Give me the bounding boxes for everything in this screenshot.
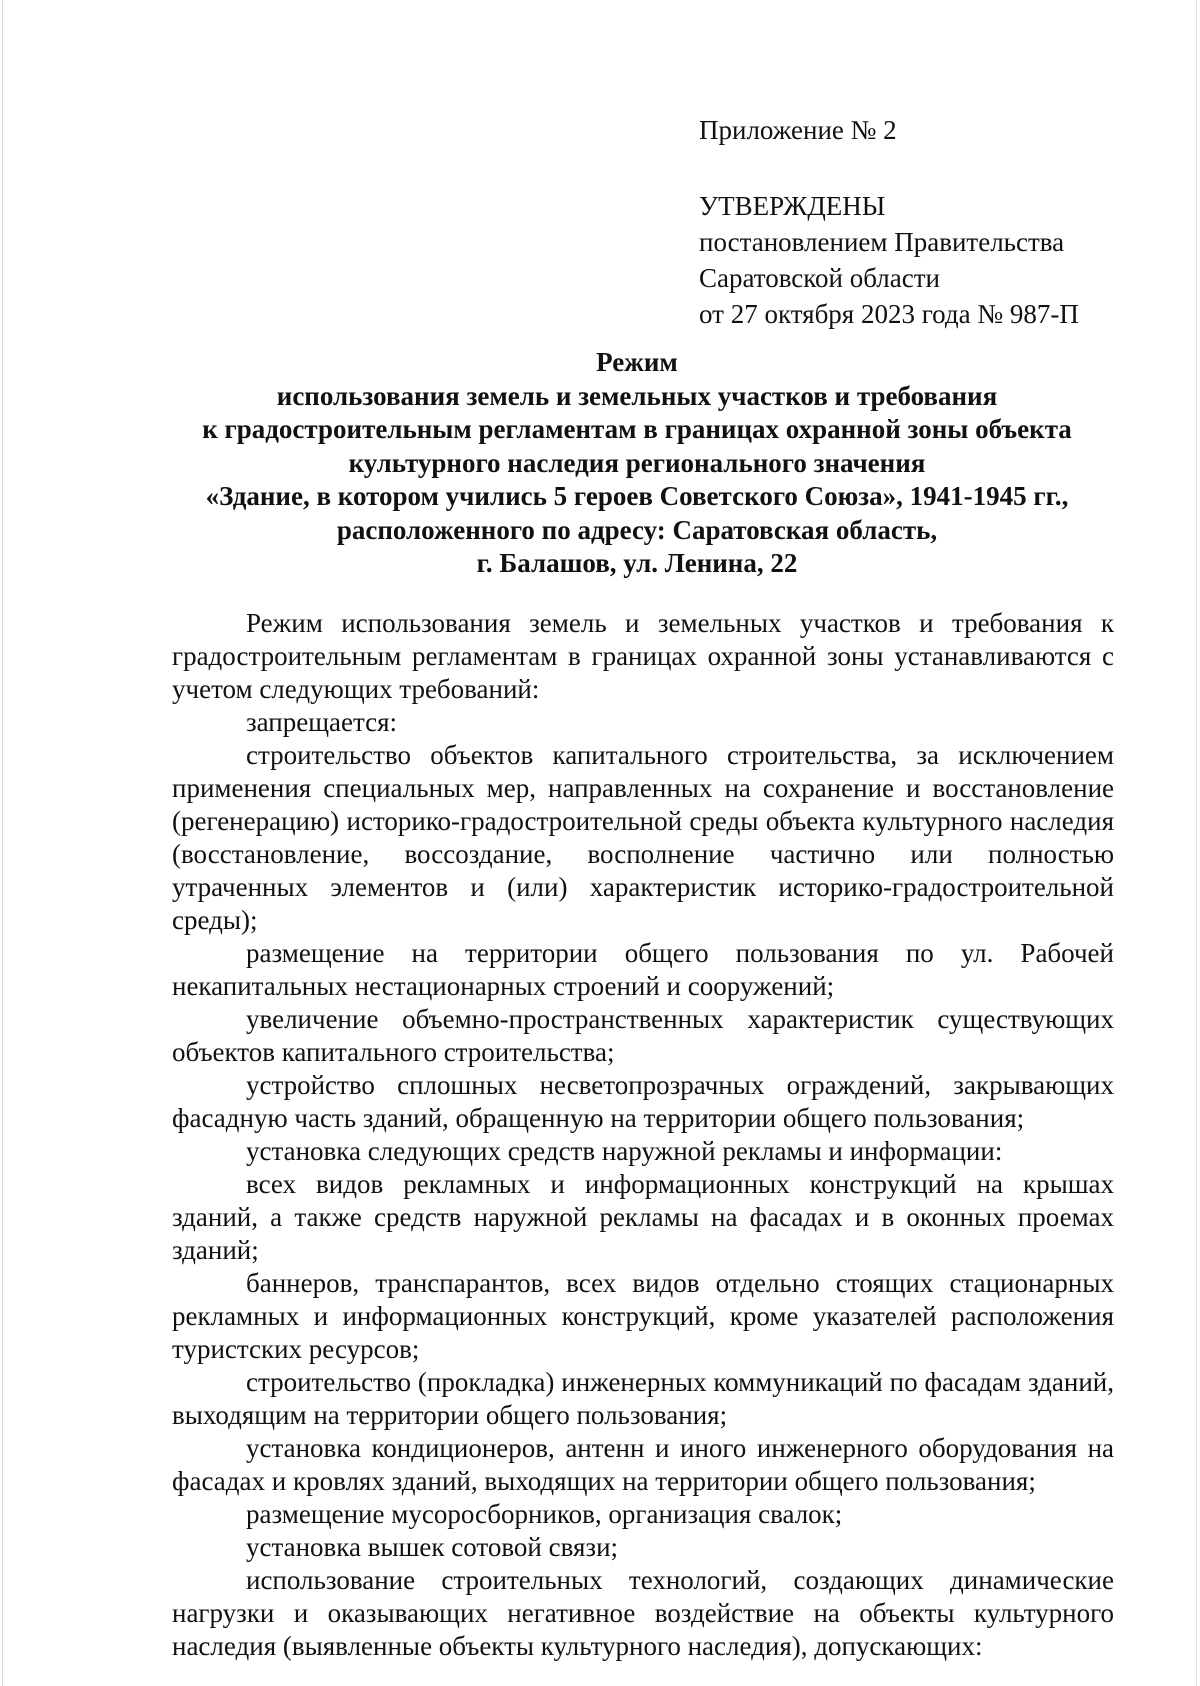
document-body [172, 607, 1114, 1663]
approval-block [699, 112, 1079, 332]
document-title [172, 346, 1102, 581]
paragraph-item: размещение мусоросборников, организация свалок; [246, 1499, 843, 1529]
paragraph-item: устройство сплошных несветопрозрачных ограждений, закрывающих фасадную часть зданий, обращенную на территории общего пользования; [172, 1070, 1114, 1133]
title-line-7: г. Балашов, ул. Ленина, 22 [476, 548, 798, 578]
annex-number: Приложение № 2 [699, 115, 897, 145]
title-line-1: Режим [596, 347, 678, 377]
title-line-5: «Здание, в котором учились 5 героев Советского Союза», 1941-1945 гг., [205, 481, 1069, 511]
paragraph-item: установка следующих средств наружной рекламы и информации: [246, 1136, 1003, 1166]
approved-date: от 27 октября 2023 года № 987-П [699, 299, 1079, 329]
scan-edge-left [2, 0, 3, 1686]
paragraph-item: увеличение объемно-пространственных характеристик существующих объектов капитального строительства; [172, 1004, 1114, 1067]
paragraph-item: строительство (прокладка) инженерных коммуникаций по фасадам зданий, выходящим на территории общего пользования; [172, 1367, 1114, 1430]
paragraph-item: установка вышек сотовой связи; [246, 1532, 619, 1562]
approved-label: УТВЕРЖДЕНЫ [699, 191, 886, 221]
approved-by-line-2: Саратовской области [699, 263, 940, 293]
paragraph-intro: Режим использования земель и земельных участков и требования к градостроительным регламентам в границах охранной зоны устанавливаются с учетом следующих требований: [172, 608, 1114, 704]
paragraph-prohibited-heading: запрещается: [246, 707, 398, 737]
scan-edge-right [1196, 0, 1197, 1686]
paragraph-item: строительство объектов капитального строительства, за исключением применения специальных мер, направленных на сохранение и восстановление (регенерацию) историко-градостроительной среды объекта культурного наследия (восстановление, воссоздание, восполнение частично или полностью утраченных элементов и (или) характеристик историко-градостроительной среды); [172, 740, 1114, 935]
title-line-6: расположенного по адресу: Саратовская область, [336, 514, 938, 545]
title-line-3: к градостроительным регламентам в границах охранной зоны объекта [202, 414, 1072, 444]
paragraph-item: баннеров, транспарантов, всех видов отдельно стоящих стационарных рекламных и информационных конструкций, кроме указателей расположения туристских ресурсов; [172, 1268, 1114, 1364]
paragraph-item: использование строительных технологий, создающих динамические нагрузки и оказывающих негативное воздействие на объекты культурного наследия (выявленные объекты культурного наследия), допускающих: [172, 1565, 1114, 1661]
title-line-2: использования земель и земельных участков и требования [276, 380, 998, 411]
title-line-4: культурного наследия регионального значения [348, 447, 926, 478]
paragraph-item: размещение на территории общего пользования по ул. Рабочей некапитальных нестационарных строений и сооружений; [172, 938, 1114, 1001]
paragraph-item: всех видов рекламных и информационных конструкций на крышах зданий, а также средств наружной рекламы на фасадах и в оконных проемах зданий; [172, 1169, 1114, 1265]
approved-by-line-1: постановлением Правительства [699, 227, 1065, 257]
paragraph-item: установка кондиционеров, антенн и иного инженерного оборудования на фасадах и кровлях зданий, выходящих на территории общего пользования; [172, 1433, 1114, 1496]
